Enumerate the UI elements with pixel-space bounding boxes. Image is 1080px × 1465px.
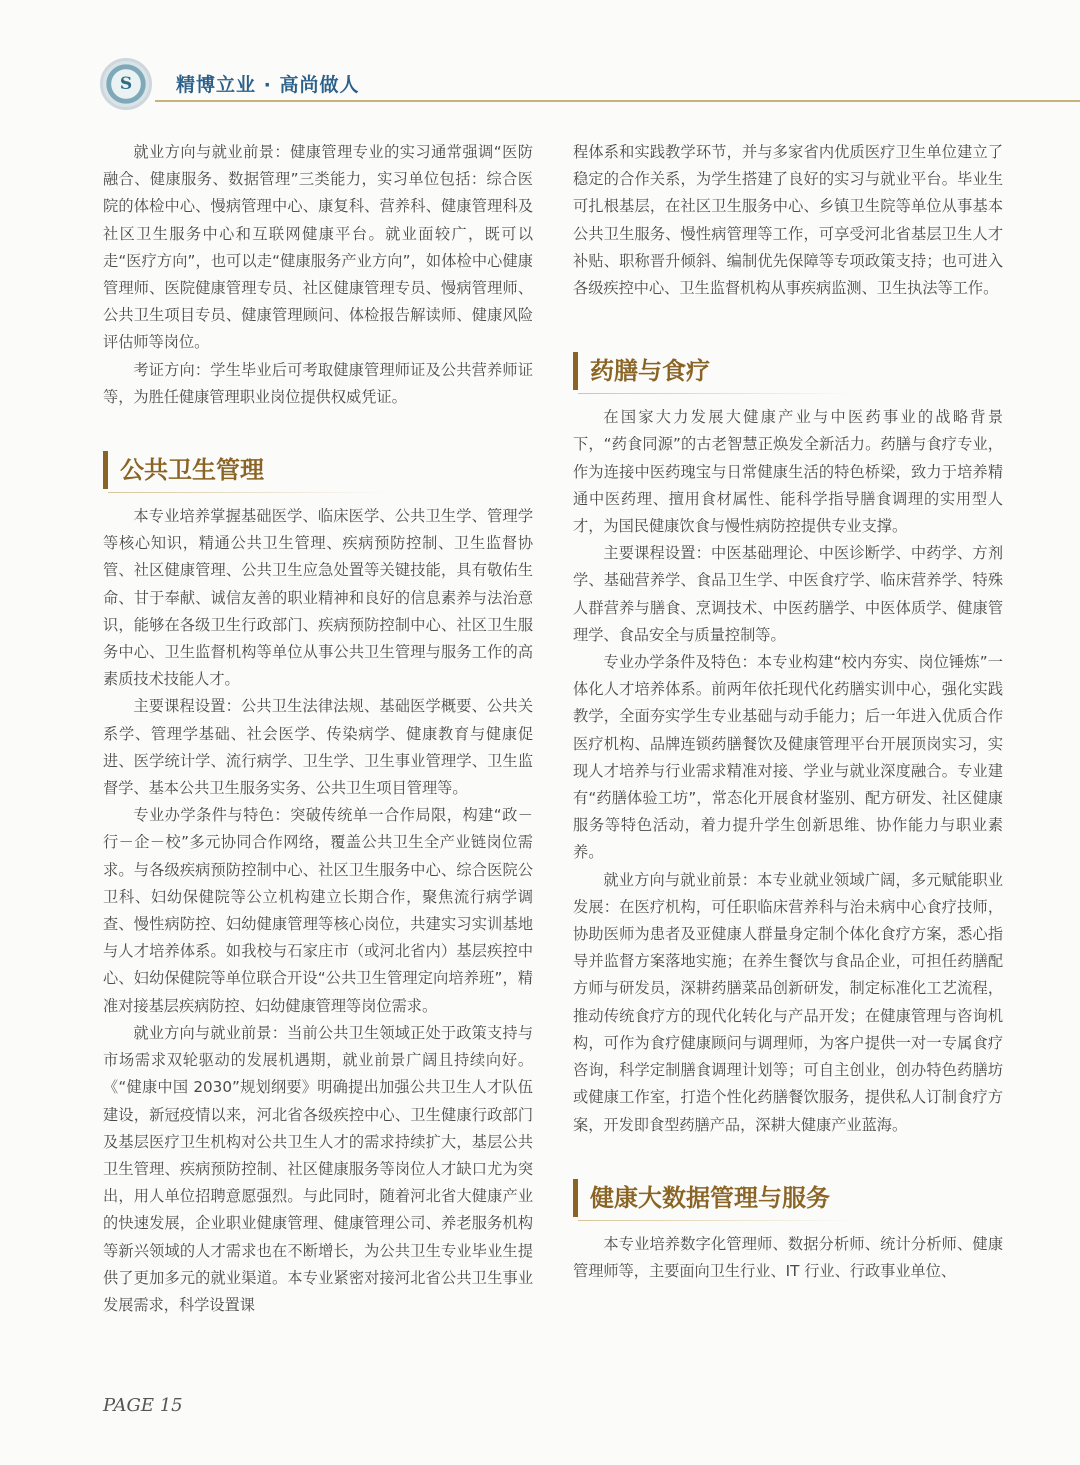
section-heading-medicinal-diet: 药膳与食疗 <box>573 352 1003 390</box>
header-divider <box>155 100 1080 102</box>
section-heading-public-health: 公共卫生管理 <box>103 451 533 489</box>
page-header <box>0 0 1080 130</box>
paragraph: 主要课程设置：公共卫生法律法规、基础医学概要、公共关系学、管理学基础、社会医学、传染病学、健康教育与健康促进、医学统计学、流行病学、卫生学、卫生事业管理学、卫生监督学、基本公共卫生服务实务、公共卫生项目管理等。 <box>103 697 533 798</box>
paragraph: 就业方向与就业前景：健康管理专业的实习通常强调“医防融合、健康服务、数据管理”三类能力，实习单位包括：综合医院的体检中心、慢病管理中心、康复科、营养科、健康管理科及社区卫生服务中心和互联网健康平台。就业面较广，既可以走“医疗方向”，也可以走“健康服务产业方向”，如体检中心健康管理师、医院健康管理专员、社区健康管理专员、慢病管理师、公共卫生项目专员、健康管理顾问、体检报告解读师、健康风险评估师等岗位。 <box>103 143 533 352</box>
paragraph: 专业办学条件与特色：突破传统单一合作局限，构建“政－行－企－校”多元协同合作网络，覆盖公共卫生全产业链岗位需求。与各级疾病预防控制中心、社区卫生服务中心、综合医院公卫科、妇幼保健院等公立机构建立长期合作，聚焦流行病学调查、慢性病防控、妇幼健康管理等核心岗位，共建实习实训基地与人才培养体系。如我校与石家庄市（或河北省内）基层疾控中心、妇幼保健院等单位联合开设“公共卫生管理定向培养班”，精准对接基层疾病防控、妇幼健康管理等岗位需求。 <box>103 806 533 1015</box>
paragraph: 主要课程设置：中医基础理论、中医诊断学、中药学、方剂学、基础营养学、食品卫生学、中医食疗学、临床营养学、特殊人群营养与膳食、烹调技术、中医药膳学、中医体质学、健康管理学、食品安全与质量控制等。 <box>573 544 1003 644</box>
paragraph: 在国家大力发展大健康产业与中医药事业的战略背景下，“药食同源”的古老智慧正焕发全新活力。药膳与食疗专业，作为连接中医药瑰宝与日常健康生活的特色桥梁，致力于培养精通中医药理、擅用食材属性、能科学指导膳食调理的实用型人才，为国民健康饮食与慢性病防控提供专业支撑。 <box>573 408 1003 536</box>
paragraph: 本专业培养掌握基础医学、临床医学、公共卫生学、管理学等核心知识，精通公共卫生管理、疾病预防控制、卫生监督协管、社区健康管理、公共卫生应急处置等关键技能，具有敬佑生命、甘于奉献、诚信友善的职业精神和良好的信息素养与法治意识，能够在各级卫生行政部门、疾病预防控制中心、社区卫生服务中心、卫生监督机构等单位从事公共卫生管理与服务工作的高素质技术技能人才。 <box>103 507 533 689</box>
school-logo <box>100 58 152 110</box>
paragraph: 考证方向：学生毕业后可考取健康管理师证及公共营养师证等，为胜任健康管理职业岗位提供权威凭证。 <box>103 360 533 406</box>
paragraph: 就业方向与就业前景：本专业就业领域广阔，多元赋能职业发展：在医疗机构，可任职临床营养科与治未病中心食疗技师，协助医师为患者及亚健康人群量身定制个体化食疗方案，悉心指导并监督方案落地实施；在养生餐饮与食品企业，可担任药膳配方师与研发员，深耕药膳菜品创新研发，制定标准化工艺流程，推动传统食疗方的现代化转化与产品开发；在健康管理与咨询机构，可作为食疗健康顾问与调理师，为客户提供一对一专属食疗咨询，科学定制膳食调理计划等；可自主创业，创办特色药膳坊或健康工作室，打造个性化药膳餐饮服务，提供私人订制食疗方案，开发即食型药膳产品，深耕大健康产业蓝海。 <box>573 870 1003 1134</box>
page-number: PAGE 15 <box>103 1395 183 1416</box>
paragraph: 本专业培养数字化管理师、数据分析师、统计分析师、健康管理师等，主要面向卫生行业、IT 行业、行政事业单位、 <box>573 1234 1003 1280</box>
logo-mark: S <box>119 74 133 94</box>
right-column <box>573 139 1003 1285</box>
header-slogan: 精博立业 · 高尚做人 <box>176 74 360 96</box>
left-column <box>103 139 533 1319</box>
paragraph: 就业方向与就业前景：当前公共卫生领域正处于政策支持与市场需求双轮驱动的发展机遇期，就业前景广阔且持续向好。《“健康中国 2030”规划纲要》明确提出加强公共卫生人才队伍建设，新冠疫情以来，河北省各级疾控中心、卫生健康行政部门及基层医疗卫生机构对公共卫生人才的需求持续扩大，基层公共卫生管理、疾病预防控制、社区健康服务等岗位人才缺口尤为突出，用人单位招聘意愿强烈。与此同时，随着河北省大健康产业的快速发展，企业职业健康管理、健康管理公司、养老服务机构等新兴领域的人才需求也在不断增长，为公共卫生专业毕业生提供了更加多元的就业渠道。本专业紧密对接河北省公共卫生事业发展需求，科学设置课 <box>103 1023 533 1314</box>
paragraph: 专业办学条件及特色：本专业构建“校内夯实、岗位锤炼”一体化人才培养体系。前两年依托现代化药膳实训中心，强化实践教学，全面夯实学生专业基础与动手能力；后一年进入优质合作医疗机构、品牌连锁药膳餐饮及健康管理平台开展顶岗实习，实现人才培养与行业需求精准对接、学业与就业深度融合。专业建有“药膳体验工坊”，常态化开展食材鉴别、配方研发、社区健康服务等特色活动，着力提升学生创新思维、协作能力与职业素养。 <box>573 653 1003 862</box>
paragraph: 程体系和实践教学环节，并与多家省内优质医疗卫生单位建立了稳定的合作关系，为学生搭建了良好的实习与就业平台。毕业生可扎根基层，在社区卫生服务中心、乡镇卫生院等单位从事基本公共卫生服务、慢性病管理等工作，可享受河北省基层卫生人才补贴、职称晋升倾斜、编制优先保障等专项政策支持；也可进入各级疾控中心、卫生监督机构从事疾病监测、卫生执法等工作。 <box>573 143 1003 298</box>
section-heading-health-big-data: 健康大数据管理与服务 <box>573 1179 1003 1217</box>
